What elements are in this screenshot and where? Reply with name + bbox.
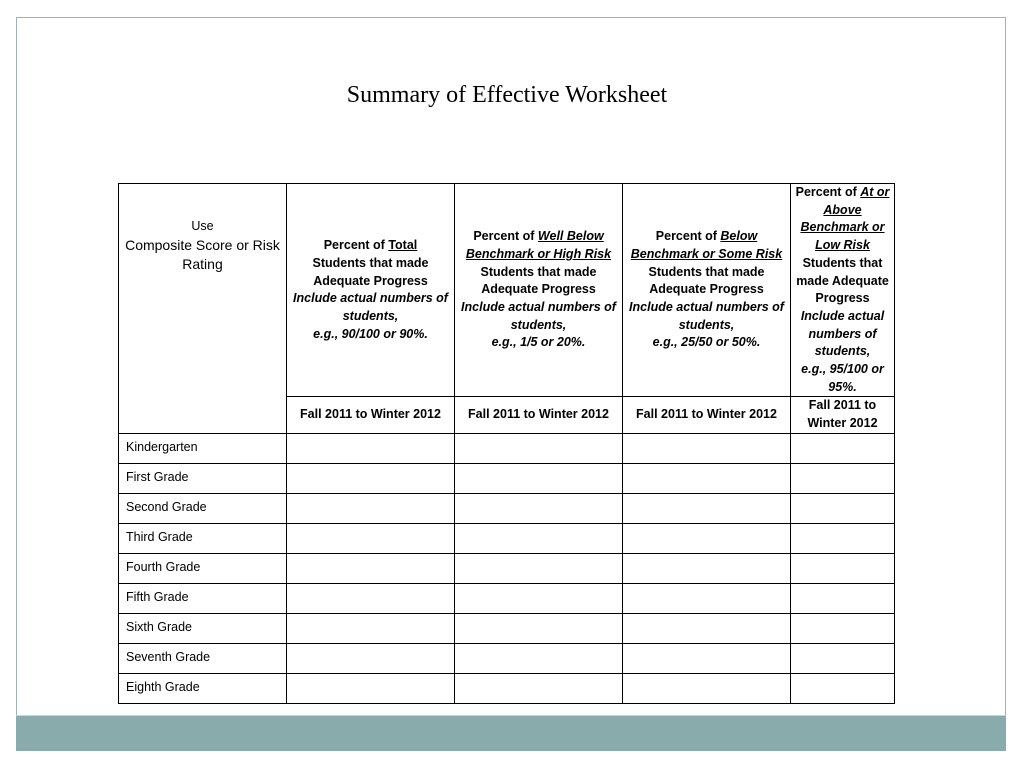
data-cell[interactable] (455, 553, 623, 583)
grade-label: Third Grade (119, 523, 287, 553)
grade-label: Fifth Grade (119, 583, 287, 613)
data-cell[interactable] (623, 523, 791, 553)
data-cell[interactable] (287, 613, 455, 643)
grade-label: Fourth Grade (119, 553, 287, 583)
data-cell[interactable] (791, 433, 895, 463)
period-cell: Fall 2011 to Winter 2012 (455, 397, 623, 433)
table-row (119, 523, 895, 553)
header-example: e.g., 1/5 or 20%. (491, 335, 586, 350)
column-header-well-below (455, 184, 623, 397)
data-cell[interactable] (455, 673, 623, 703)
header-middle: Students that made Adequate Progress (648, 264, 765, 297)
period-cell: Fall 2011 to Winter 2012 (791, 397, 895, 433)
header-middle: Students that made Adequate Progress (312, 255, 429, 288)
footer-band (16, 715, 1006, 751)
header-emphasis: At or Above Benchmark or Low Risk (800, 185, 890, 253)
grade-label: Kindergarten (119, 433, 287, 463)
data-cell[interactable] (623, 433, 791, 463)
table-row (119, 613, 895, 643)
data-cell[interactable] (791, 523, 895, 553)
data-cell[interactable] (623, 463, 791, 493)
table-row (119, 463, 895, 493)
header-note: Include actual numbers of students, (800, 308, 885, 359)
table-row (119, 643, 895, 673)
data-cell[interactable] (623, 583, 791, 613)
table-row (119, 433, 895, 463)
column-header-below (623, 184, 791, 397)
data-cell[interactable] (455, 583, 623, 613)
data-cell[interactable] (287, 433, 455, 463)
first-column-header (119, 184, 287, 434)
data-cell[interactable] (623, 673, 791, 703)
header-note: Include actual numbers of students, (461, 300, 616, 332)
slide-frame (16, 17, 1006, 751)
header-note: Include actual numbers of students, (629, 300, 784, 332)
grade-label: Seventh Grade (119, 643, 287, 673)
use-label: Use (191, 219, 214, 233)
column-header-total (287, 184, 455, 397)
data-cell[interactable] (623, 493, 791, 523)
header-emphasis: Well Below Benchmark or High Risk (465, 229, 612, 261)
period-cell: Fall 2011 to Winter 2012 (623, 397, 791, 433)
table-row (119, 673, 895, 703)
header-emphasis: Below Benchmark or Some Risk (630, 229, 783, 261)
column-header-at-or-above (791, 184, 895, 397)
data-cell[interactable] (455, 493, 623, 523)
grade-label: Sixth Grade (119, 613, 287, 643)
table-row (119, 583, 895, 613)
data-cell[interactable] (455, 433, 623, 463)
data-cell[interactable] (791, 493, 895, 523)
page-title: Summary of Effective Worksheet (346, 82, 668, 108)
data-cell[interactable] (623, 553, 791, 583)
data-cell[interactable] (791, 463, 895, 493)
header-emphasis: Total (388, 238, 418, 253)
header-middle: Students that made Adequate Progress (480, 264, 597, 297)
data-cell[interactable] (287, 523, 455, 553)
header-example: e.g., 25/50 or 50%. (652, 335, 761, 350)
summary-worksheet-table (118, 183, 895, 704)
period-cell: Fall 2011 to Winter 2012 (287, 397, 455, 433)
data-cell[interactable] (287, 553, 455, 583)
header-prefix: Percent of (473, 229, 538, 244)
data-cell[interactable] (455, 613, 623, 643)
grade-label: Second Grade (119, 493, 287, 523)
data-cell[interactable] (287, 583, 455, 613)
data-cell[interactable] (287, 493, 455, 523)
composite-score-label: Composite Score or Risk Rating (125, 236, 280, 272)
data-cell[interactable] (287, 673, 455, 703)
grade-label: First Grade (119, 463, 287, 493)
header-example: e.g., 95/100 or 95%. (801, 362, 884, 394)
data-cell[interactable] (791, 613, 895, 643)
data-cell[interactable] (455, 643, 623, 673)
grade-label: Eighth Grade (119, 673, 287, 703)
header-prefix: Percent of (323, 238, 389, 253)
data-cell[interactable] (287, 643, 455, 673)
table-row (119, 553, 895, 583)
header-row (119, 184, 895, 397)
data-cell[interactable] (791, 583, 895, 613)
header-middle: Students that made Adequate Progress (796, 255, 889, 306)
header-prefix: Percent of (795, 185, 861, 199)
header-example: e.g., 90/100 or 90%. (313, 326, 428, 341)
data-cell[interactable] (791, 553, 895, 583)
data-cell[interactable] (791, 643, 895, 673)
data-cell[interactable] (623, 613, 791, 643)
table-row (119, 493, 895, 523)
data-cell[interactable] (791, 673, 895, 703)
header-note: Include actual numbers of students, (293, 291, 448, 323)
data-cell[interactable] (455, 523, 623, 553)
data-cell[interactable] (287, 463, 455, 493)
header-prefix: Percent of (655, 229, 721, 244)
data-cell[interactable] (623, 643, 791, 673)
data-cell[interactable] (455, 463, 623, 493)
